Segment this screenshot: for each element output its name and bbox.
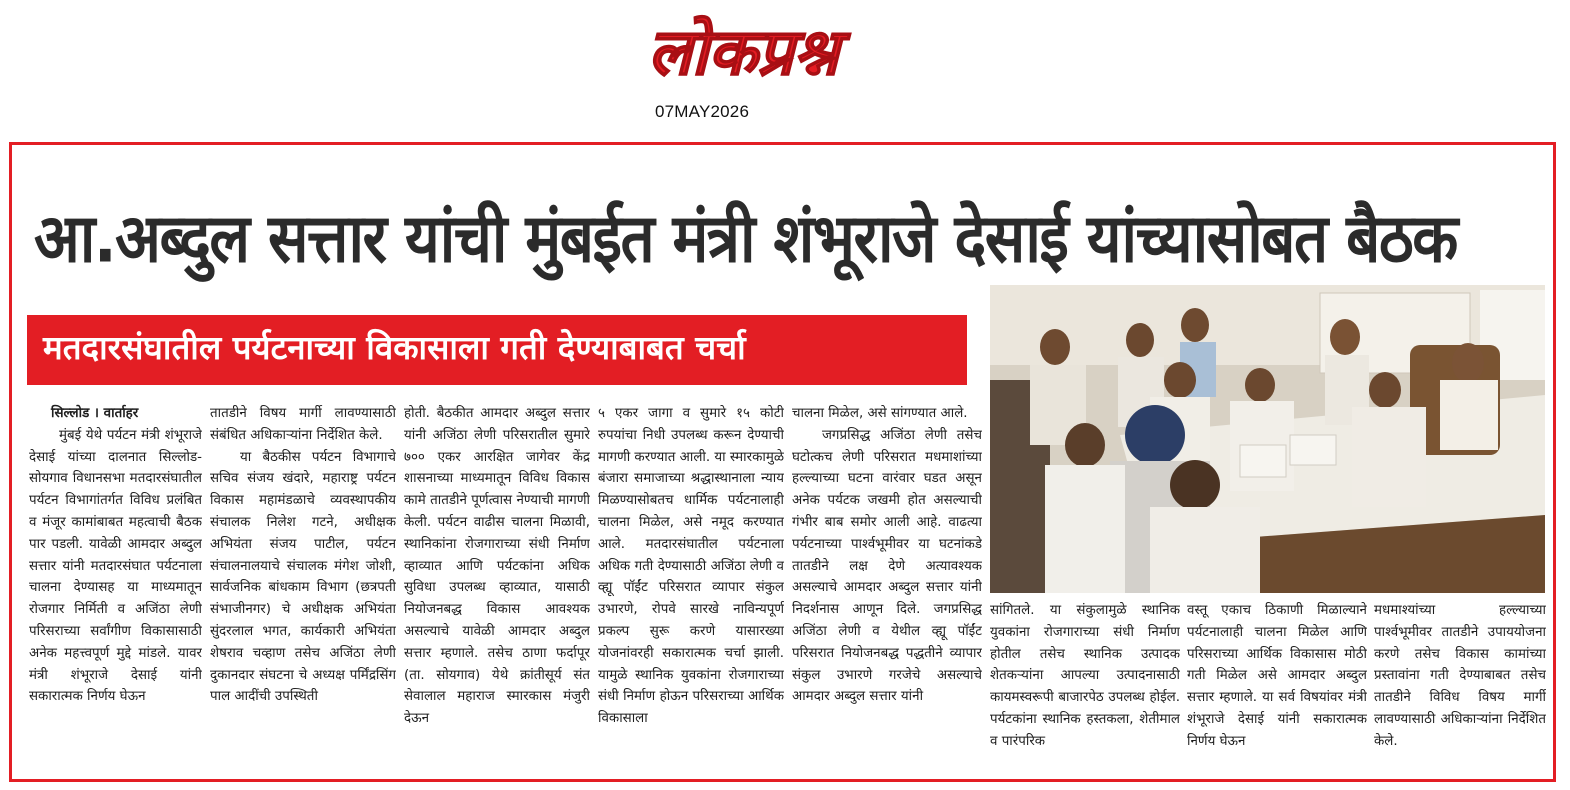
article-paragraph: तातडीने विषय मार्गी लावण्यासाठी संबंधित अधिकाऱ्यांना निर्देशित केले. (210, 406, 396, 443)
article-paragraph: या बैठकीस पर्यटन विभागाचे सचिव संजय खंदारे, महाराष्ट्र पर्यटन विकास महामंडळाचे व्यवस्थापकीय संचालक निलेश गटने, अधीक्षक अभियंता संजय पाटील, पर्यटन संचालनालयाचे संचालक मंगेश जोशी, सार्वजनिक बांधकाम विभाग (छत्रपती संभाजीनगर) चे अधीक्षक अभियंता सुंदरलाल भगत, कार्यकारी अभियंता शेषराव चव्हाण तसेच अजिंठा लेणी दुकानदार संघटना चे अध्यक्ष पर्मिंद्रसिंग पाल आदींची उपस्थिती (210, 449, 396, 705)
article-column-1 (29, 403, 202, 778)
article-column-7 (1187, 600, 1367, 780)
article-headline: आ.अब्दुल सत्तार यांची मुंबईत मंत्री शंभूराजे देसाई यांच्यासोबत बैठक (34, 200, 1457, 279)
article-column-2 (210, 403, 396, 778)
article-column-4 (598, 403, 784, 778)
article-paragraph: सांगितले. या संकुलामुळे स्थानिक युवकांना रोजगाराच्या संधी निर्माण होतील तसेच स्थानिक उत्पादक शेतकऱ्यांना आपल्या उत्पादनासाठी कायमस्वरूपी बाजारपेठ उपलब्ध होईल. पर्यटकांना स्थानिक हस्तकला, शेतीमाल व पारंपरिक (990, 603, 1180, 749)
news-article (9, 142, 1556, 782)
article-paragraph: चालना मिळेल, असे सांगण्यात आले. (792, 406, 968, 421)
meeting-photo (990, 285, 1545, 593)
article-paragraph: मुंबई येथे पर्यटन मंत्री शंभूराजे देसाई यांच्या दालनात सिल्लोड-सोयगाव विधानसभा मतदारसंघातील पर्यटन विभागांतर्गत विविध प्रलंबित व मंजूर कामांबाबत महत्वाची बैठक पार पडली. यावेळी आमदार अब्दुल सत्तार यांनी मतदारसंघात पर्यटनाला चालना देण्यासह या माध्यमातून रोजगार निर्मिती व अजिंठा लेणी परिसराच्या सर्वांगीण विकासासाठी अनेक महत्त्वपूर्ण मुद्दे मांडले. यावर मंत्री शंभूराजे देसाई यांनी सकारात्मक निर्णय घेऊन (29, 427, 202, 705)
masthead (0, 0, 1570, 130)
logo-graphic (640, 6, 920, 94)
article-paragraph: होती. बैठकीत आमदार अब्दुल सत्तार यांनी अजिंठा लेणी परिसरातील सुमारे ७०० एकर आरक्षित जागेवर केंद्र शासनाच्या माध्यमातून विविध विकास कामे तातडीने पूर्णत्वास नेण्याची मागणी केली. पर्यटन वाढीस चालना मिळावी, स्थानिकांना रोजगाराच्या संधी निर्माण व्हाव्यात आणि पर्यटकांना अधिक सुविधा उपलब्ध व्हाव्यात, यासाठी नियोजनबद्ध विकास आवश्यक असल्याचे यावेळी आमदार अब्दुल सत्तार म्हणाले. तसेच ठाणा फर्दापूर (ता. सोयगाव) येथे क्रांतीसूर्य संत सेवालाल महाराज स्मारकास मंजुरी देऊन (404, 406, 590, 727)
article-column-6 (990, 600, 1180, 780)
article-paragraph: ५ एकर जागा व सुमारे १५ कोटी रुपयांचा निधी उपलब्ध करून देण्याची मागणी करण्यात आली. या स्मारकामुळे बंजारा समाजाच्या श्रद्धास्थानाला न्याय मिळण्यासोबतच धार्मिक पर्यटनालाही चालना मिळेल, असे नमूद करण्यात आले. मतदारसंघातील पर्यटनाला अधिक गती देण्यासाठी अजिंठा लेणी व व्ह्यू पॉईंट परिसरात व्यापार संकुल उभारणे, रोपवे सारखे नाविन्यपूर्ण प्रकल्प सुरू करणे यासारख्या योजनांवरही सकारात्मक चर्चा झाली. यामुळे स्थानिक युवकांना रोजगाराच्या संधी निर्माण होऊन परिसराच्या आर्थिक विकासाला (598, 406, 784, 727)
article-column-8 (1374, 600, 1546, 780)
article-paragraph: मधमाश्यांच्या हल्ल्याच्या पार्श्वभूमीवर तातडीने उपाययोजना करणे तसेच विकास कामांच्या प्रस्तावांना गती देण्याबाबत तसेच तातडीने विविध विषय मार्गी लावण्यासाठी अधिकाऱ्यांना निर्देशित केले. (1374, 603, 1546, 749)
article-column-3 (404, 403, 590, 778)
article-column-5 (792, 403, 982, 778)
article-paragraph: वस्तू एकाच ठिकाणी मिळाल्याने पर्यटनालाही चालना मिळेल आणि परिसराच्या आर्थिक विकासास मोठी गती मिळेल असे आमदार अब्दुल सत्तार म्हणाले. या सर्व विषयांवर मंत्री शंभूराजे देसाई यांनी सकारात्मक निर्णय घेऊन (1187, 603, 1367, 749)
article-subheadline: मतदारसंघातील पर्यटनाच्या विकासाला गती देण्याबाबत चर्चा (27, 315, 967, 385)
newspaper-logo (640, 6, 920, 94)
article-dateline: सिल्लोड । वार्ताहर (51, 406, 139, 421)
article-paragraph: जगप्रसिद्ध अजिंठा लेणी तसेच घटोत्कच लेणी परिसरात मधमाशांच्या हल्ल्याच्या घटना वारंवार घडत असून अनेक पर्यटक जखमी होत असल्याची गंभीर बाब समोर आली आहे. वाढत्या पर्यटनाच्या पार्श्वभूमीवर या घटनांकडे तातडीने लक्ष देणे अत्यावश्यक असल्याचे आमदार अब्दुल सत्तार यांनी निदर्शनास आणून दिले. जगप्रसिद्ध अजिंठा लेणी व येथील व्ह्यू पॉईंट परिसरात नियोजनबद्ध पद्धतीने व्यापार संकुल उभारणे गरजेचे असल्याचे आमदार अब्दुल सत्तार यांनी (792, 427, 982, 705)
meeting-photo-graphic (990, 285, 1545, 593)
logo-text: लोकप्रश्न (648, 16, 839, 90)
edition-date: 07MAY2026 (655, 102, 750, 121)
